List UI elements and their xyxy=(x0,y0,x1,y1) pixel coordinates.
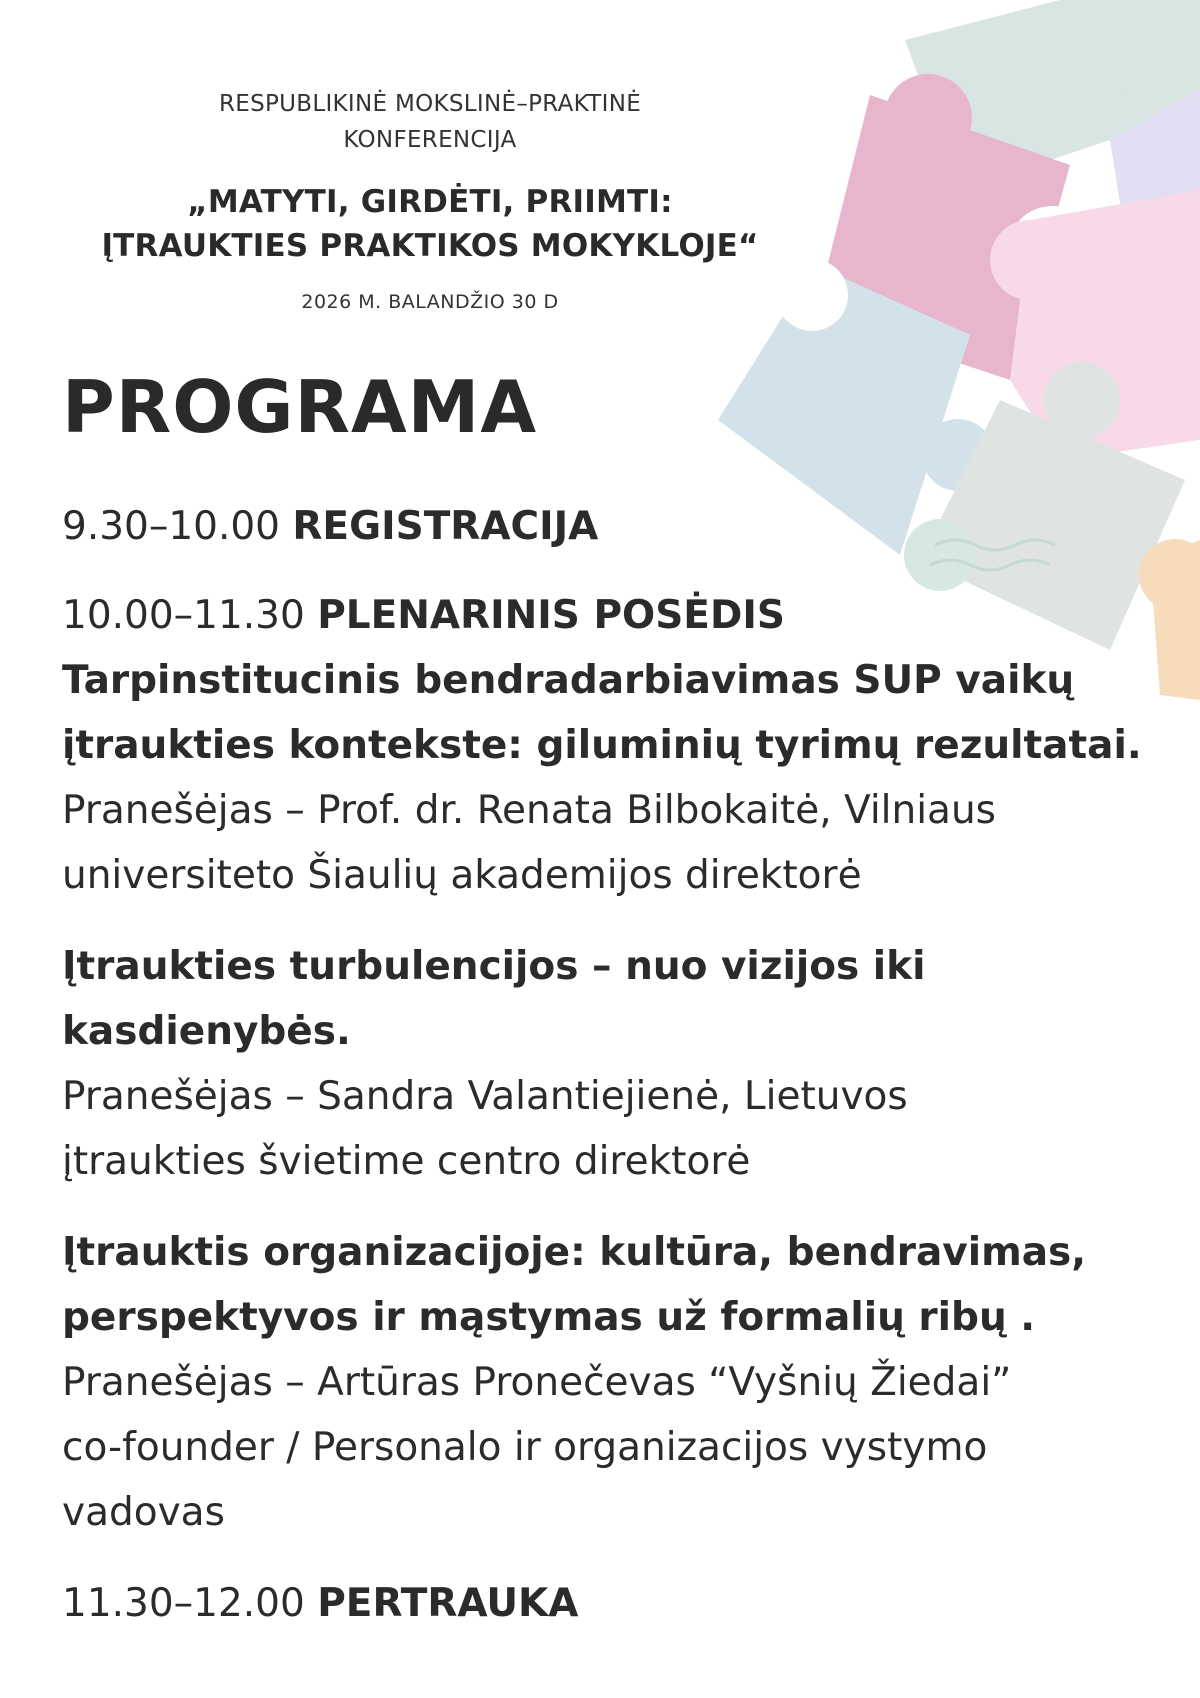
talk-2 xyxy=(62,934,1162,1194)
puzzle-piece-lavender xyxy=(1110,90,1200,330)
puzzle-piece-top-grey xyxy=(905,0,1200,190)
talk-3-speaker-line3: vadovas xyxy=(62,1490,225,1535)
page-title: PROGRAMA xyxy=(62,365,538,449)
talk-1-title-line1: Tarpinstitucinis bendradarbiavimas SUP vaikų xyxy=(62,658,1075,703)
conference-kicker-line2: KONFERENCIJA xyxy=(343,127,517,153)
talk-1-speaker-line1: Pranešėjas – Prof. dr. Renata Bilbokaitė, Vilniaus xyxy=(62,788,996,833)
talk-3-speaker-line1: Pranešėjas – Artūras Pronečevas “Vyšnių Žiedai” xyxy=(62,1360,1012,1405)
registration-label: REGISTRACIJA xyxy=(292,504,599,549)
conference-kicker-line1: RESPUBLIKINĖ MOKSLINĖ–PRAKTINĖ xyxy=(218,91,642,117)
talk-1-title-line2: įtraukties kontekste: giluminių tyrimų rezultatai. xyxy=(62,723,1142,768)
talk-3-speaker-line2: co-founder / Personalo ir organizacijos vystymo xyxy=(62,1425,988,1470)
talk-1 xyxy=(62,648,1162,908)
talk-3-title-line1: Įtrauktis organizacijoje: kultūra, bendravimas, xyxy=(62,1230,1087,1275)
talk-1-speaker-line2: universiteto Šiaulių akademijos direktorė xyxy=(62,853,862,898)
conference-title-line2: ĮTRAUKTIES PRAKTIKOS MOKYKLOJE“ xyxy=(101,228,759,264)
schedule-item-plenary xyxy=(62,583,1162,648)
conference-header xyxy=(60,86,800,316)
talk-2-title-line1: Įtraukties turbulencijos – nuo vizijos iki xyxy=(62,944,926,989)
break-time: 11.30–12.00 xyxy=(62,1581,305,1626)
talk-2-speaker-line2: įtraukties švietime centro direktorė xyxy=(62,1139,751,1184)
schedule-item-registration xyxy=(62,494,1162,559)
puzzle-piece-light-pink xyxy=(990,190,1200,460)
talk-2-title-line2: kasdienybės. xyxy=(62,1009,351,1054)
talk-2-speaker-line1: Pranešėjas – Sandra Valantiejienė, Lietuvos xyxy=(62,1074,908,1119)
talk-3-title-line2: perspektyvos ir mąstymas už formalių ribų . xyxy=(62,1295,1036,1340)
puzzle-piece-pink xyxy=(815,74,1096,380)
talk-3 xyxy=(62,1220,1162,1545)
break-label: PERTRAUKA xyxy=(317,1581,579,1626)
program-schedule xyxy=(62,494,1162,1636)
conference-date: 2026 M. BALANDŽIO 30 D xyxy=(301,291,559,313)
registration-time: 9.30–10.00 xyxy=(62,504,280,549)
conference-title xyxy=(60,180,800,268)
conference-title-line1: „MATYTI, GIRDĖTI, PRIIMTI: xyxy=(187,184,673,220)
plenary-time: 10.00–11.30 xyxy=(62,593,305,638)
plenary-label: PLENARINIS POSĖDIS xyxy=(317,593,785,638)
schedule-item-break xyxy=(62,1571,1162,1636)
